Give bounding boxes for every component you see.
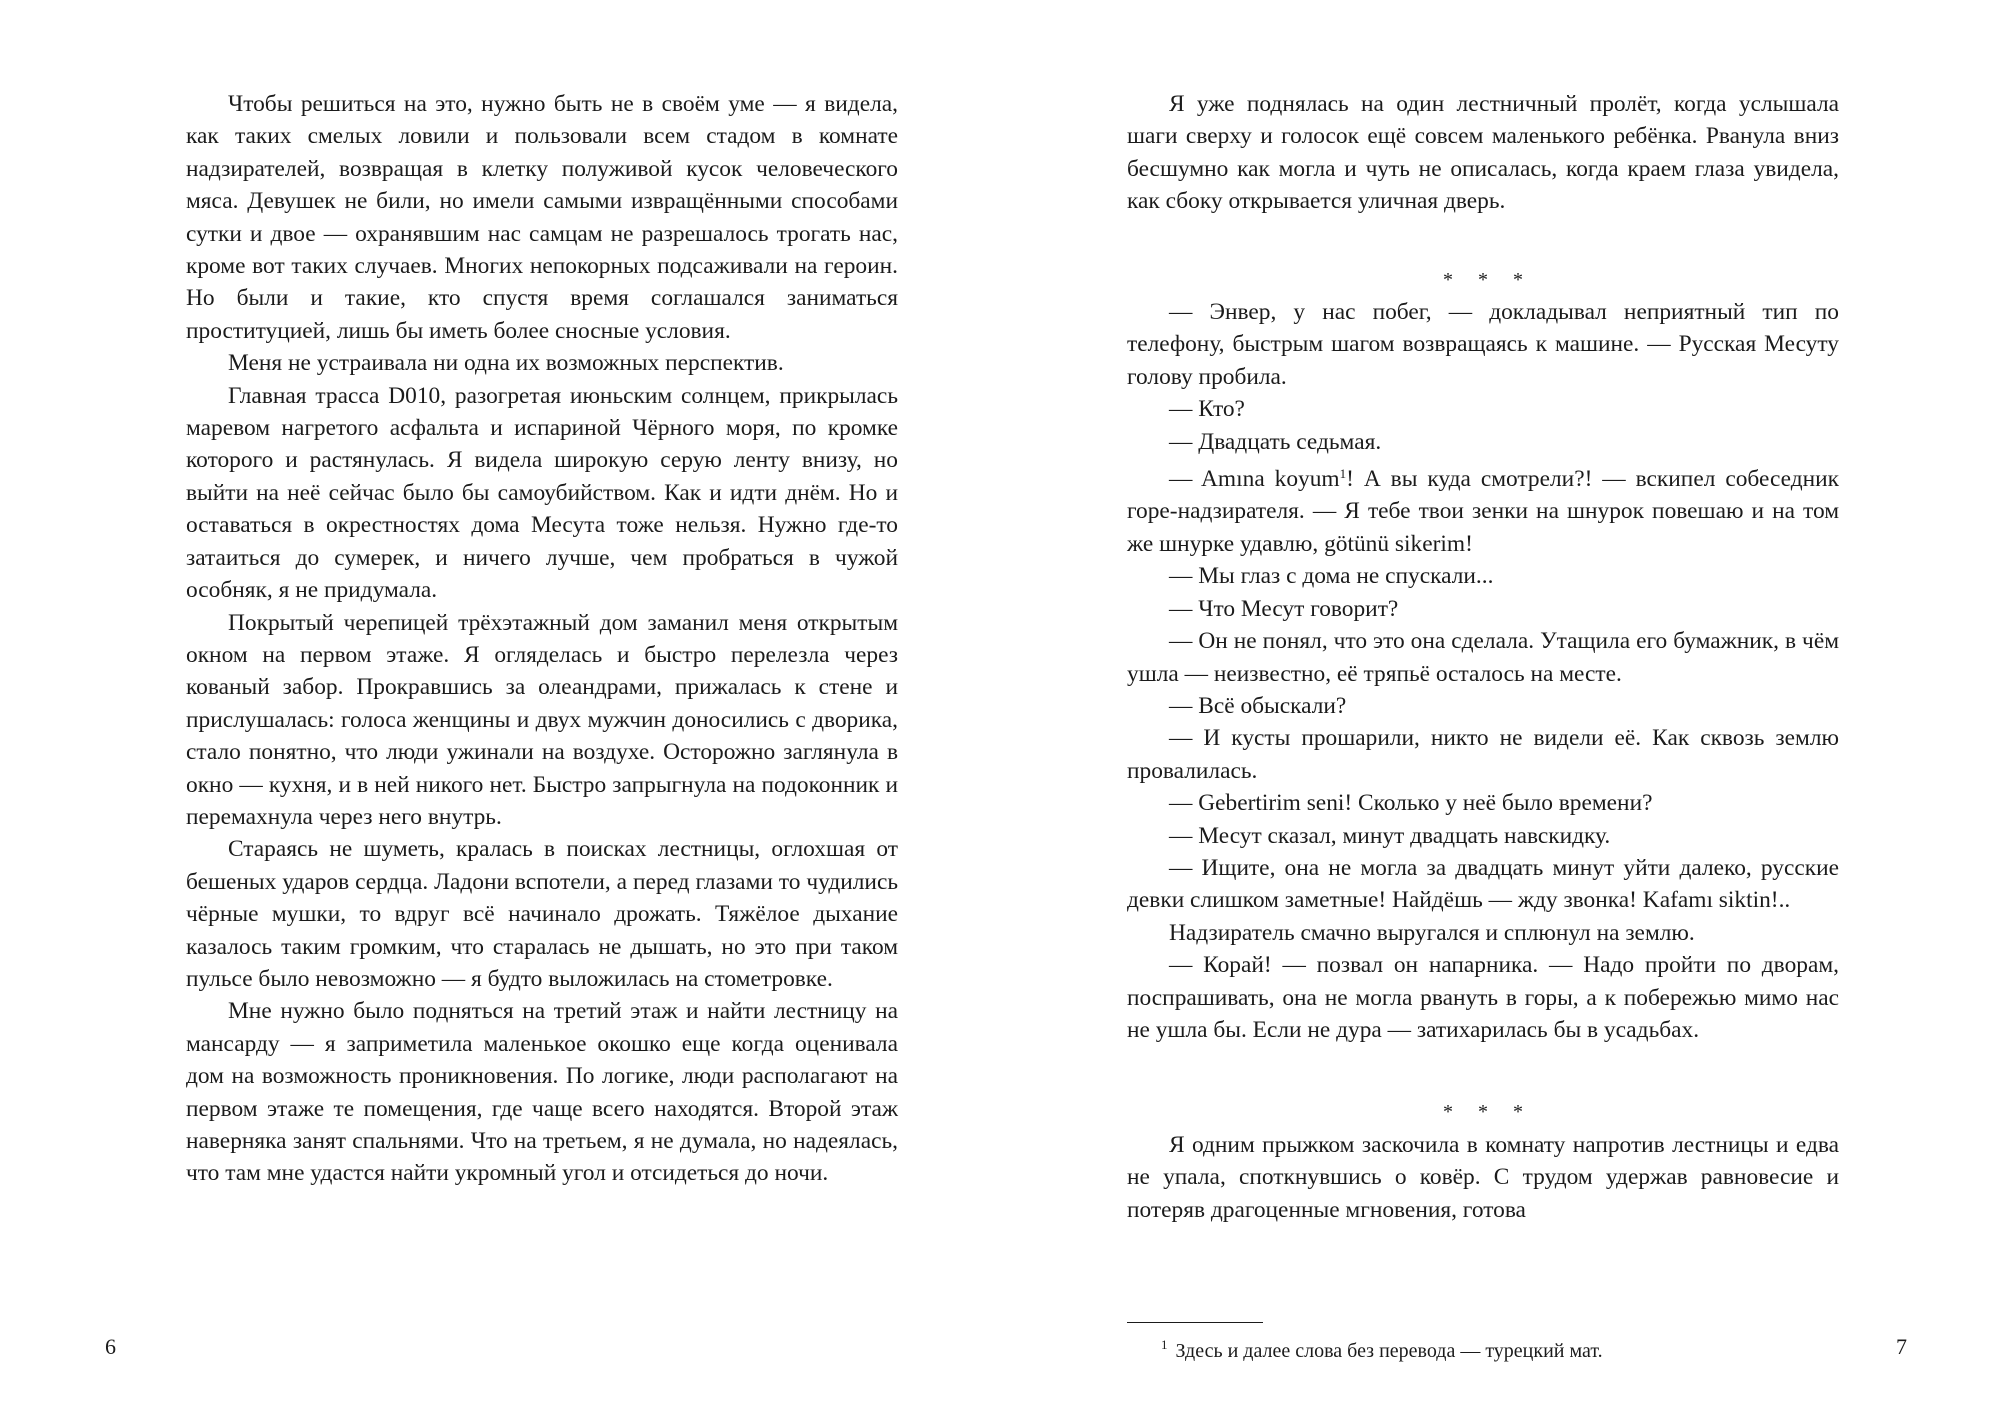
dialogue-line: — Энвер, у нас побег, — докладывал неприятный тип по телефону, быстрым шагом возвращаясь к машине. — Русская Месуту голову пробила. [1127, 299, 1839, 390]
dialogue-line: — И кусты прошарили, никто не видели её. Как сквозь землю провалилась. [1127, 725, 1839, 784]
paragraph: Главная трасса D010, разогретая июньским солнцем, прикрылась маревом нагретого асфальта и испариной Чёрного моря, по кромке которого и растянулась. Я видела широкую серую ленту внизу, но выйти на неё сейчас было бы самоубийством. Как и идти днём. Но и оставаться в окрестностях дома Месута тоже нельзя. Нужно где-то затаиться до сумерек, и ничего лучше, чем пробраться в чужой особняк, я не придумала. [186, 382, 898, 604]
paragraph: Чтобы решиться на это, нужно быть не в своём уме — я видела, как таких смелых ловили и пользовали всем стадом в комнате надзирателей, возвращая в клетку полуживой кусок человеческого мяса. Девушек не били, но имели самыми извращёнными способами сутки и двое — охранявшим нас самцам не разрешалось трогать нас, кроме вот таких случаев. Многих непокорных подсаживали на героин. Но были и такие, кто спустя время соглашался заниматься проституцией, лишь бы иметь более сносные условия. [186, 91, 898, 344]
left-page [186, 88, 898, 1190]
paragraph: Меня не устраивала ни одна их возможных перспектив. [228, 350, 784, 377]
footnote-number: 1 [1161, 1337, 1168, 1352]
dialogue-line: — Что Месут говорит? [1169, 595, 1399, 622]
section-gap [1127, 1046, 1839, 1096]
footnote-reference: 1 [1339, 466, 1347, 482]
paragraph: Покрытый черепицей трёхэтажный дом заманил меня открытым окном на первом этаже. Я огляделась и быстро перелезла через кованый забор. Прокравшись за олеандрами, прижалась к стене и прислушалась: голоса женщины и двух мужчин доносились с дворика, стало понятно, что люди ужинали на воздухе. Осторожно заглянула в окно — кухня, и в ней никого нет. Быстро запрыгнула на подоконник и перемахнула через него внутрь. [186, 609, 898, 830]
dialogue-line: — Ищите, она не могла за двадцать минут уйти далеко, русские девки слишком заметные! Найдёшь — жду звонка! Kafamı siktin!.. [1127, 854, 1839, 914]
section-separator: * * * [1443, 268, 1533, 291]
dialogue-text: — Amına koyum [1169, 466, 1340, 493]
footnote-divider [1127, 1322, 1263, 1323]
dialogue-text: ! А вы куда смотрели?! — вскипел собеседник горе-надзирателя. — Я тебе твои зенки на шнурок повешаю и на том же шнурке удавлю, götünü sikerim! [1127, 466, 1839, 557]
dialogue-line: — Корай! — позвал он напарника. — Надо пройти по дворам, поспрашивать, она не могла рвануть в горы, а к побережью мимо нас не ушла бы. Если не дура — затихарилась бы в усадьбах. [1127, 952, 1839, 1043]
paragraph: Я одним прыжком заскочила в комнату напротив лестницы и едва не упала, споткнувшись о ковёр. С трудом удержав равновесие и потеряв драгоценные мгновения, готова [1127, 1131, 1839, 1223]
dialogue-line: — Двадцать седьмая. [1169, 428, 1382, 455]
dialogue-line [1127, 458, 1839, 560]
dialogue-line: — Gebertirim seni! Сколько у неё было времени? [1169, 790, 1653, 817]
section-gap [1127, 218, 1839, 264]
dialogue-line: — Мы глаз с дома не спускали... [1169, 563, 1494, 590]
footnote-text: Здесь и далее слова без перевода — турецкий мат. [1175, 1340, 1603, 1362]
paragraph: Я уже поднялась на один лестничный пролёт, когда услышала шаги сверху и голосок ещё совсем маленького ребёнка. Рванула вниз бесшумно как могла и чуть не описалась, когда краем глаза увидела, как сбоку открывается уличная дверь. [1127, 91, 1839, 215]
paragraph: Стараясь не шуметь, кралась в поисках лестницы, оглохшая от бешеных ударов сердца. Ладони вспотели, а перед глазами то чудились чёрные мушки, то вдруг всё начинало дрожать. Тяжёлое дыхание казалось таким громким, что старалась не дышать, но это при таком пульсе было невозможно — я будто выложилась на стометровке. [186, 836, 898, 992]
footnote [1161, 1332, 1603, 1364]
section-separator: * * * [1443, 1101, 1533, 1124]
dialogue-line: — Кто? [1169, 396, 1245, 423]
page-number-left: 6 [105, 1334, 116, 1359]
dialogue-line: — Месут сказал, минут двадцать навскидку. [1169, 822, 1611, 849]
dialogue-line: — Всё обыскали? [1169, 692, 1347, 719]
right-page [1127, 88, 1839, 1226]
page-number-right: 7 [1896, 1334, 1907, 1359]
dialogue-line: — Он не понял, что это она сделала. Утащила его бумажник, в чём ушла — неизвестно, её тряпьё осталось на месте. [1127, 628, 1839, 687]
dialogue-line: Надзиратель смачно выругался и сплюнул на землю. [1169, 919, 1695, 946]
paragraph: Мне нужно было подняться на третий этаж и найти лестницу на мансарду — я заприметила маленькое окошко еще когда оценивала дом на возможность проникновения. По логике, люди располагают на первом этаже те помещения, где чаще всего находятся. Второй этаж наверняка занят спальнями. Что на третьем, я не думала, но надеялась, что там мне удастся найти укромный угол и отсидеться до ночи. [186, 998, 898, 1187]
